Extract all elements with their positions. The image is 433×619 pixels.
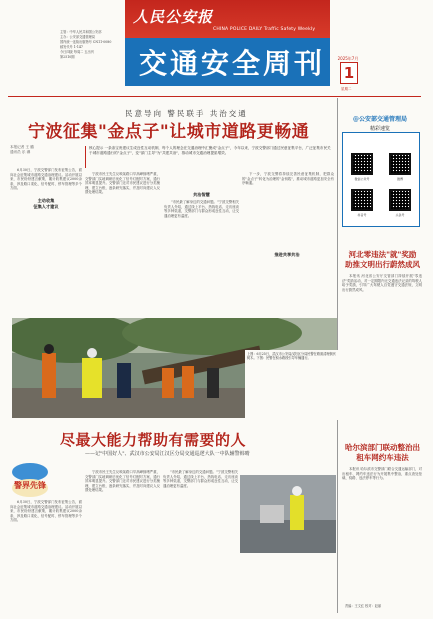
info-line: 邮发代号 1-147 [60, 45, 83, 49]
masthead-banner [125, 0, 330, 86]
feature-column-3 [163, 470, 238, 610]
column-4 [242, 172, 334, 312]
masthead-red-band [125, 0, 330, 38]
feature-photo [240, 475, 336, 553]
masthead-english: CHINA POLICE DAILY Traffic Safety Weekly [213, 27, 316, 32]
column-3 [164, 200, 239, 310]
column-text: "市民最了解身边的交通问题。"宁波交警相关负责人介绍，通过线上平台、热线电话、走访座谈等多种渠道，交警部门与群众形成良性互动，让交通治理更有温度。 [163, 470, 238, 488]
page-footer: 责编：王文红 校对：赵丽 [345, 604, 382, 608]
subhead-4: 推进共享共治 [274, 252, 300, 257]
issue-month: 2025年7月 [337, 56, 359, 61]
column-1 [10, 168, 82, 308]
feature-subheadline: ——记"中国好人"、武汉市公安局江汉区分局交通巡逻大队一中队辅警韩晴 [85, 451, 250, 457]
issue-weekday: 星期二 [341, 87, 352, 91]
masthead-info [60, 30, 122, 60]
right-story-1 [342, 274, 422, 439]
info-line: 主管：中华人民共和国公安部 [60, 30, 102, 34]
qr-caption: 抖音号 [357, 213, 367, 217]
weekly-title: 交通安全周刊 [139, 47, 326, 80]
column-text: 本报讯 河北省公安厅交管部门持续开展"零违法"奖励活动，对一定期限内无交通违法记录的驾驶人给予奖励，引导广大驾驶人自觉遵守交通法规，文明出行蔚然成风。 [342, 274, 422, 292]
lead-byline [10, 145, 34, 155]
issue-day: 1 [340, 62, 358, 84]
masthead-logo: 人民公安报 [133, 8, 214, 26]
info-line: 主办：公安部交通管理局 [60, 35, 96, 39]
subhead-2: 征集人才建议 [33, 204, 59, 209]
qr-caption: 微博 [396, 177, 403, 181]
photo-flood-scene [240, 475, 336, 553]
qr-code-icon [351, 189, 373, 211]
info-line: 今日四版 每周二 五出刊 [60, 50, 94, 54]
column-text: "市民最了解身边的交通问题。"宁波交警相关负责人介绍，通过线上平台、热线电话、走访座谈等多种渠道，交警部门与群众形成良性互动，让交通治理更有温度。 [164, 200, 239, 218]
right-headline-1: 河北零违法"就"奖励助推文明出行蔚然成风 [345, 250, 420, 269]
feature-column-2 [85, 470, 160, 610]
column-text: 6月30日，宁波交警部门发布征集公告，面向社会征集城市道路交通治理建议。活动开展以来，市民纷纷建言献策，累计收集建议2000余条，涉及路口渠化、信号配时、停车管理等多个方面。 [10, 168, 82, 191]
masthead-blue-band [125, 38, 330, 86]
right-headline-2: 哈尔滨部门联动整治出租车网约车违法 [345, 443, 420, 462]
lead-headline: 宁波征集"金点子"让城市道路更畅通 [28, 122, 310, 142]
qr-caption: 微信公众号 [354, 177, 370, 181]
info-line: 第2510期 [60, 55, 75, 59]
photo-caption: 上图：6月25日，武汉市公安局汉阳区分局民警在路面清理倒伏树木。下图：民警在积水路段引导车辆通行。 [245, 350, 340, 420]
column-text: 宁波市民王先生反映某路口早高峰拥堵严重，交警部门实地调研后优化了信号灯配时方案，通行效率明显提升。交警部门还对市民建议进行分类梳理，建立台账，逐条研究落实，并及时向建议人反馈处理结果。 [85, 470, 160, 493]
column-text: 下一步，宁波交警将持续完善民意征集机制，把群众的"金点子"转化为治理的"金钥匙"，推动城市道路更加安全有序畅通。 [242, 172, 334, 186]
byline-line: 本报记者 王 璐 [10, 145, 34, 149]
column-text: 宁波市民王先生反映某路口早高峰拥堵严重，交警部门实地调研后优化了信号灯配时方案，通行效率明显提升。交警部门还对市民建议进行分类梳理，建立台账，逐条研究落实，并及时向建议人反馈处理结果。 [85, 172, 160, 195]
qr-panel [342, 132, 420, 227]
info-line: 国内统一连续出版物号 CN11-0080 [60, 40, 112, 44]
qr-code-icon [389, 153, 411, 175]
subhead-3: 共治智慧 [193, 192, 210, 197]
section-badge-label: 警界先锋 [14, 480, 46, 490]
column-text: 6月30日，宁波交警部门发布征集公告，面向社会征集城市道路交通治理建议。活动开展以来，市民纷纷建言献策，累计收集建议2000余条，涉及路口渠化、信号配时、停车管理等多个方面。 [10, 500, 82, 523]
feature-column-1 [10, 500, 82, 610]
wechat-title: @公安部交通管理局 [352, 116, 407, 123]
masthead-divider [8, 96, 421, 97]
qr-caption: 头条号 [395, 213, 405, 217]
wechat-subtitle: 精彩速览 [369, 126, 390, 132]
right-story-2 [342, 467, 422, 597]
column-2 [85, 172, 160, 312]
column-text: 本报讯 哈尔滨市交警部门联合交通运输部门，对出租车、网约车违法行为开展集中整治，重点查处拒载、绕路、违法停车等行为。 [342, 467, 422, 481]
qr-code-icon [351, 153, 373, 175]
subhead-1: 主动收集 [37, 198, 55, 203]
qr-code-icon [389, 189, 411, 211]
feature-headline: 尽最大能力帮助有需要的人 [60, 431, 247, 449]
byline-line: 通讯员 乐 淋 [10, 150, 31, 154]
lead-summary: 核心提示 一条条宝贵建议生成良性互动机制，每个人的理念在交通治理中汇聚成"金点子"，今年以来，宁波交警部门通过民意征集平台，广泛征集市民关于城市道路通行的"金点子"，变"部门主导"为"共建共治"，推动城市交通治理提质增效。 [85, 146, 331, 168]
lead-kicker: 民意导向 警民联手 共治交通 [125, 109, 248, 118]
